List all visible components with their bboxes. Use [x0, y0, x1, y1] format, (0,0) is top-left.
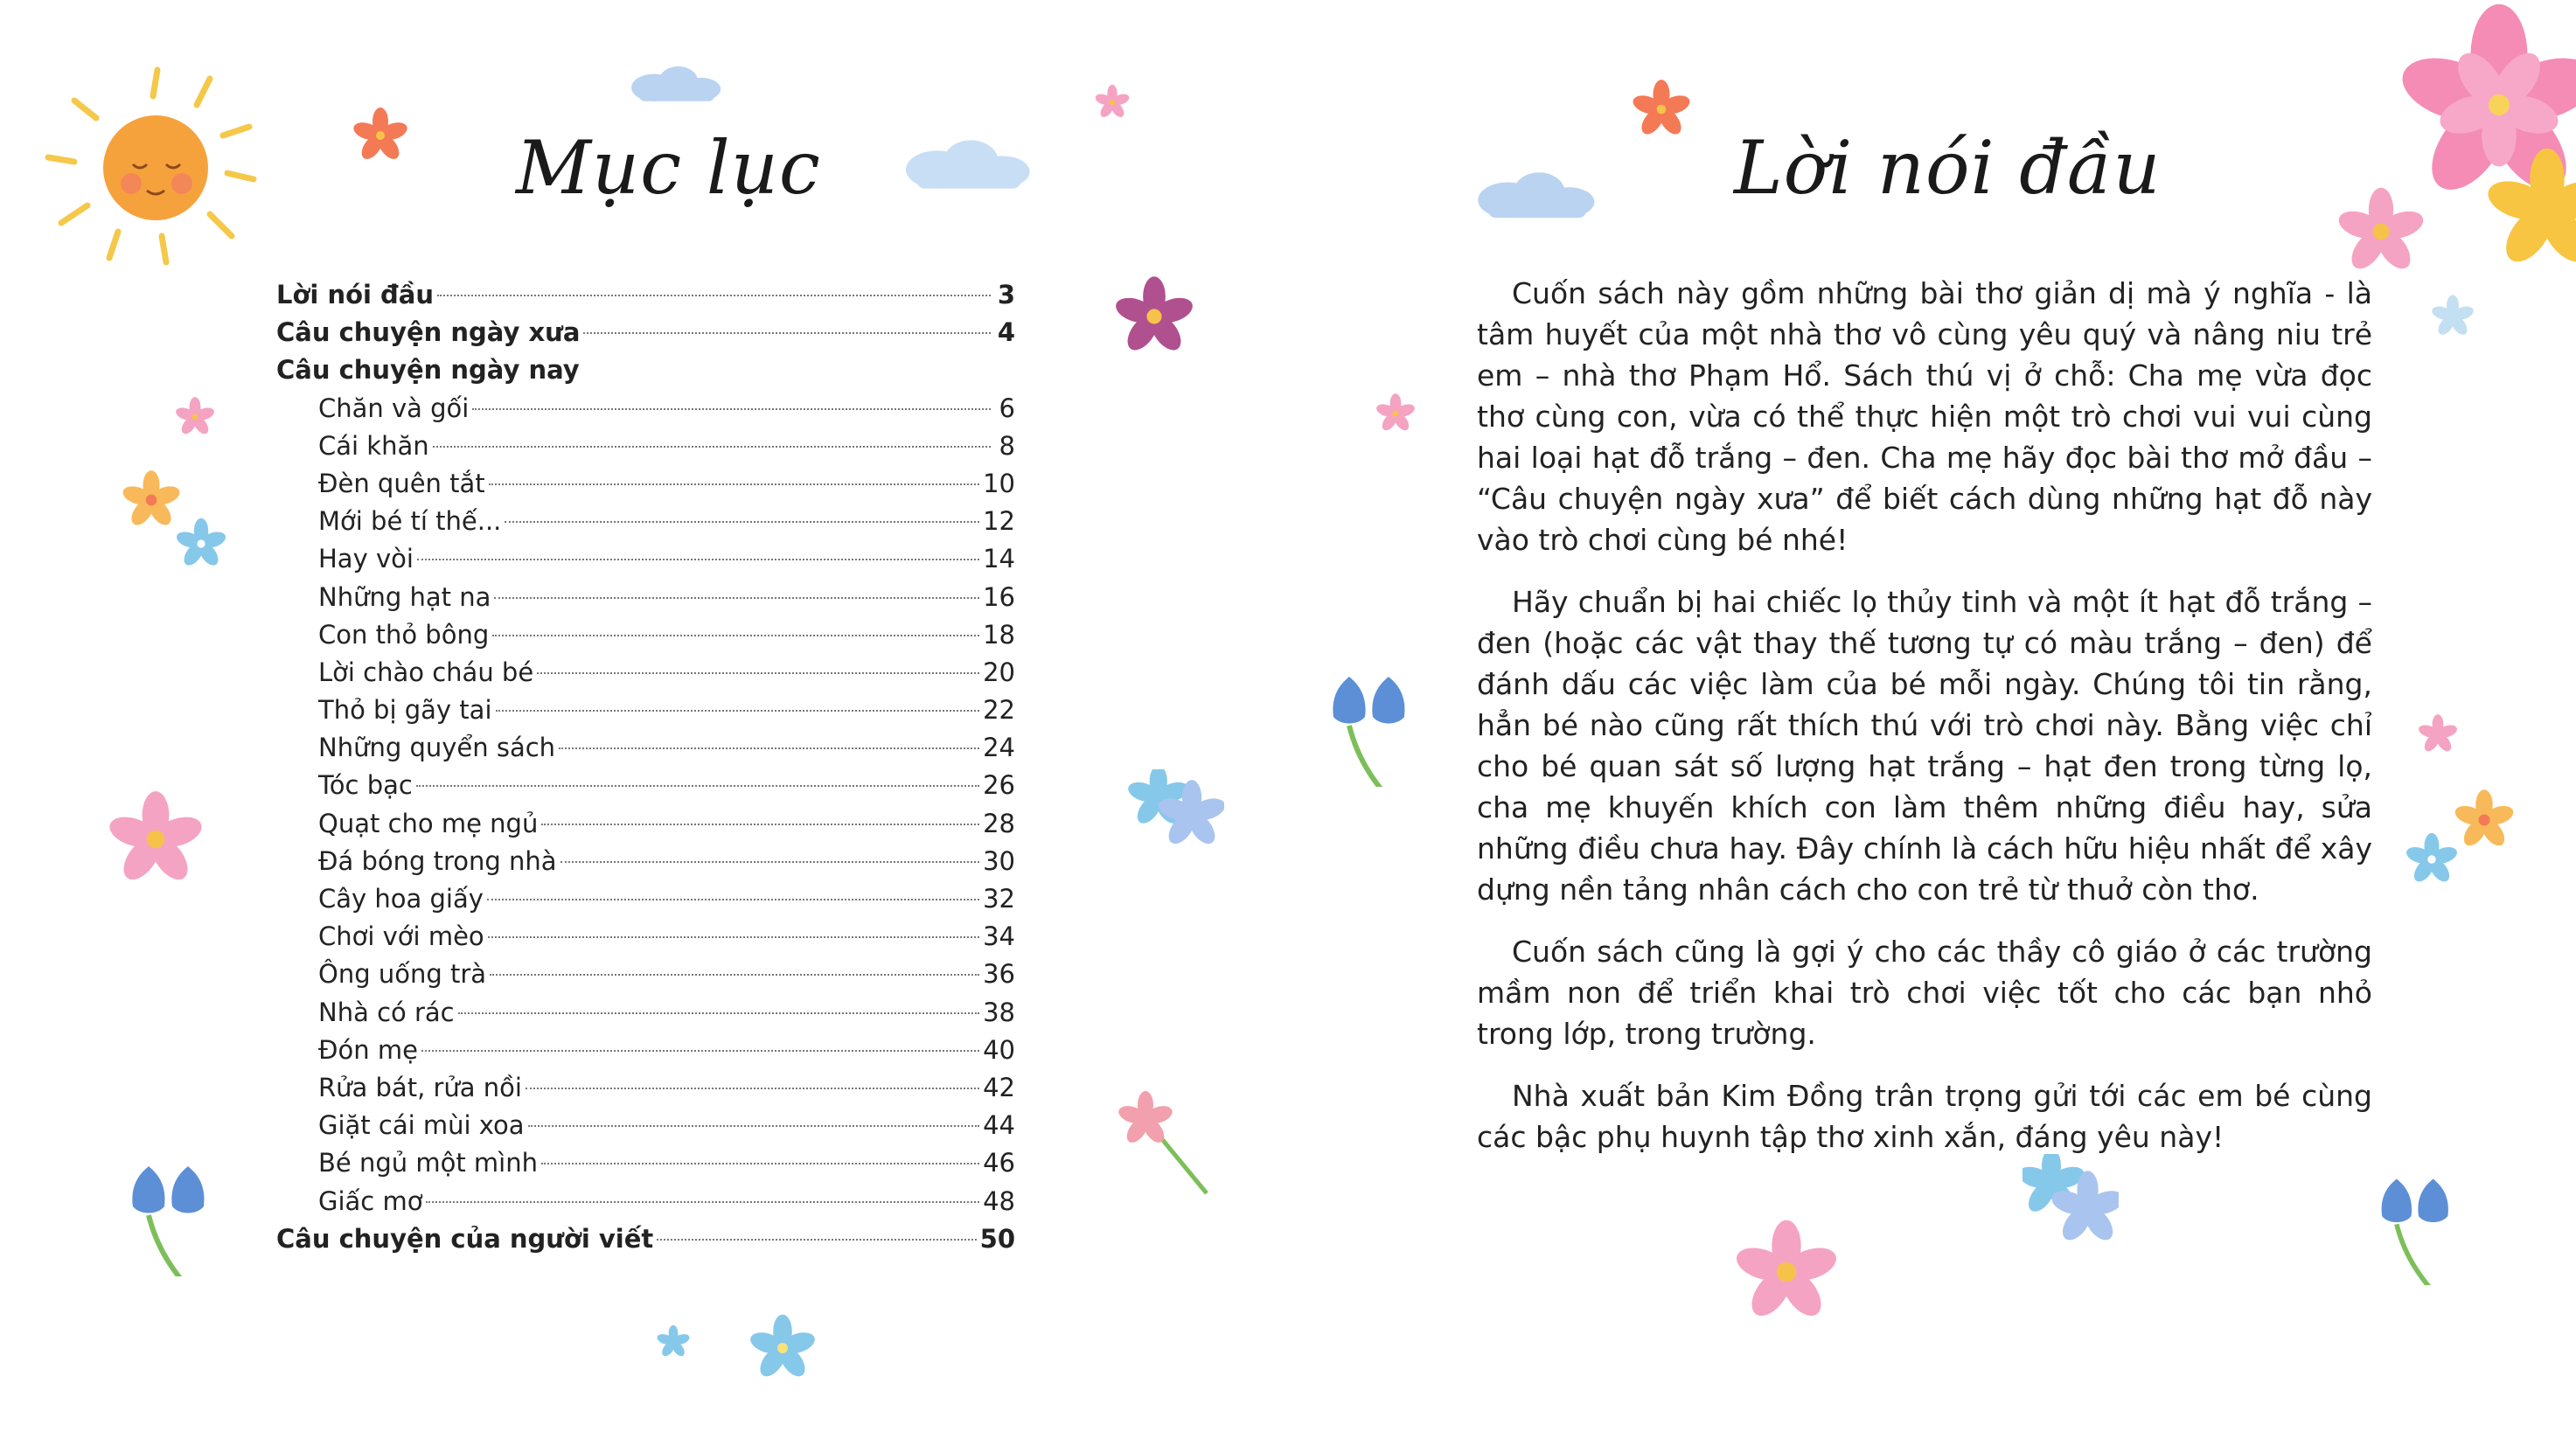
sun-icon [35, 61, 271, 271]
toc-entry [276, 579, 1015, 616]
preface-title: Lời nói đầu [1734, 125, 2162, 211]
toc-entry-page: 3 [997, 280, 1015, 309]
toc-entry [276, 314, 1015, 351]
toc-leader-dots [526, 1087, 979, 1089]
toc-entry-page: 20 [983, 657, 1015, 687]
toc-leader-dots [560, 860, 980, 863]
toc-entry-label: Giặt cái mùi xoa [318, 1110, 525, 1141]
yellow-flower-icon [2451, 787, 2517, 853]
toc-entry [276, 1107, 1015, 1144]
toc-entry-page: 38 [983, 997, 1015, 1027]
toc-entry [276, 654, 1015, 692]
pink-flower-icon [2333, 184, 2429, 280]
toc-entry [276, 390, 1015, 428]
toc-leader-dots [472, 407, 991, 410]
toc-entry-page: 6 [999, 393, 1015, 423]
toc-entry-label: Mới bé tí thế... [318, 506, 502, 537]
toc-entry [276, 1032, 1015, 1069]
toc-entry-label: Đón mẹ [318, 1034, 418, 1065]
toc-leader-dots [492, 634, 979, 636]
toc-entry-page: 28 [983, 808, 1015, 838]
toc-entry [276, 767, 1015, 804]
toc-entry-label: Câu chuyện của người viết [276, 1223, 654, 1254]
toc-entry-label: Lời nói đầu [276, 280, 435, 309]
toc-leader-dots [496, 709, 980, 712]
toc-entry-page: 8 [999, 430, 1015, 461]
toc-entry-label: Nhà có rác [318, 997, 455, 1027]
toc-entry-label: Con thỏ bông [318, 619, 490, 650]
blue-flowers-icon [651, 1303, 835, 1390]
toc-entry-label: Cây hoa giấy [318, 884, 484, 914]
toc-entry-page: 48 [983, 1185, 1015, 1216]
toc-entry-page: 16 [983, 581, 1015, 612]
toc-entry-label: Quạt cho mẹ ngủ [318, 808, 539, 838]
cloud-icon [631, 63, 722, 108]
toc-entry-label: Đèn quên tắt [318, 468, 485, 498]
pink-flower-icon [1730, 1215, 1843, 1329]
toc-entry-label: Tóc bạc [318, 770, 413, 801]
blue-flower-icon [173, 516, 229, 572]
toc-leader-dots [559, 747, 979, 749]
toc-leader-dots [458, 1011, 979, 1014]
toc-entry-label: Chăn và gối [318, 393, 470, 423]
toc-entry [276, 843, 1015, 880]
toc-entry-page: 46 [983, 1148, 1015, 1178]
pink-flower-icon [1374, 392, 1417, 435]
toc-leader-dots [505, 520, 979, 523]
toc-entry-label: Lời chào cháu bé [318, 657, 534, 687]
blue-tulip-icon [122, 1163, 245, 1276]
table-of-contents [276, 276, 1015, 1258]
toc-leader-dots [657, 1238, 976, 1241]
purple-flower-icon [1110, 273, 1198, 360]
preface-paragraph: Cuốn sách này gồm những bài thơ giản dị mà ý nghĩa - là tâm huyết của một nhà thơ vô cùng yêu quý và nâng niu trẻ em – nhà thơ Phạm Hổ. Sách thú vị ở chỗ: Cha mẹ vừa đọc thơ cùng con, vừa có thể thực hiện một trò chơi vui vui cùng hai loại hạt đỗ trắng – đen. Cha mẹ hãy đọc bài thơ mở đầu – “Câu chuyện ngày xưa” để biết cách dùng những hạt đỗ này vào trò chơi cùng bé nhé! [1477, 276, 2372, 557]
toc-entry-page: 14 [983, 544, 1015, 574]
toc-leader-dots [583, 331, 991, 334]
orange-flower-icon [350, 105, 411, 166]
pink-flower-icon [173, 395, 217, 439]
pink-lily-icon [1110, 1084, 1215, 1198]
preface-paragraph: Hãy chuẩn bị hai chiếc lọ thủy tinh và một ít hạt đỗ trắng – đen (hoặc các vật thay thế tương tự có màu trắng – đen) để đánh dấu các việc làm của bé mỗi ngày. Chúng tôi tin rằng, hẳn bé nào cũng rất thích thú với trò chơi này. Bằng việc chỉ cho bé quan sát số lượng hạt trắng – hạt đen trong từng lọ, cha mẹ khuyến khích con làm thêm những điều hay, sửa những điều chưa hay. Đây chính là cách hữu hiệu nhất để xây dựng nền tảng nhân cách cho con trẻ từ thuở còn thơ. [1477, 585, 2372, 907]
toc-entry [276, 880, 1015, 918]
toc-leader-dots [537, 671, 979, 674]
toc-leader-dots [426, 1200, 979, 1203]
blue-flowers-icon [1128, 769, 1224, 848]
toc-entry-page: 36 [983, 959, 1015, 990]
cloud-icon [905, 138, 1033, 196]
pink-flower-icon [1093, 83, 1131, 122]
toc-leader-dots [494, 596, 979, 599]
toc-entry-page: 42 [983, 1072, 1015, 1102]
preface-paragraph: Cuốn sách cũng là gợi ý cho các thầy cô giáo ở các trường mầm non để triển khai trò chơi việc tốt cho các bạn nhỏ trong lớp, trong trường. [1477, 935, 2372, 1051]
toc-entry [276, 994, 1015, 1032]
toc-entry-page: 24 [983, 733, 1015, 763]
toc-title: Mục lục [516, 125, 821, 211]
toc-entry [276, 351, 1015, 389]
toc-entry-label: Cái khăn [318, 430, 429, 461]
toc-leader-dots [421, 1049, 979, 1052]
toc-entry [276, 956, 1015, 993]
toc-entry [276, 276, 1015, 314]
toc-entry-page: 30 [983, 845, 1015, 876]
toc-entry-page: 32 [983, 884, 1015, 914]
toc-entry-page: 34 [983, 921, 1015, 952]
toc-leader-dots [541, 823, 979, 825]
toc-entry [276, 540, 1015, 578]
toc-leader-dots [489, 483, 979, 485]
pink-flower-icon [103, 787, 208, 892]
toc-entry-page: 18 [983, 619, 1015, 650]
toc-entry [276, 465, 1015, 503]
toc-entry-label: Câu chuyện ngày nay [276, 355, 580, 386]
toc-entry-label: Ông uống trà [318, 959, 487, 990]
toc-entry-label: Hay vòi [318, 544, 414, 574]
toc-leader-dots [416, 784, 979, 787]
toc-entry-page: 50 [979, 1223, 1015, 1254]
toc-leader-dots [488, 935, 979, 938]
toc-entry [276, 729, 1015, 767]
toc-entry-label: Những hạt na [318, 581, 491, 612]
blue-flower-icon [2403, 831, 2461, 888]
toc-leader-dots [417, 558, 979, 560]
preface-page [1288, 0, 2576, 1439]
yellow-lily-icon [2477, 149, 2576, 271]
toc-entry [276, 918, 1015, 956]
cloud-icon [1476, 170, 1598, 225]
toc-leader-dots [528, 1124, 980, 1127]
toc-entry [276, 428, 1015, 465]
toc-entry-label: Chơi với mèo [318, 921, 484, 952]
toc-entry-page: 44 [983, 1110, 1015, 1141]
preface-paragraph: Nhà xuất bản Kim Đồng trân trọng gửi tới các em bé cùng các bậc phụ huynh tập thơ xinh xắn, đáng yêu này! [1477, 1079, 2372, 1154]
toc-entry-label: Thỏ bị gãy tai [318, 695, 492, 726]
toc-leader-dots [437, 294, 991, 296]
toc-entry-label: Đá bóng trong nhà [318, 845, 557, 876]
toc-entry-label: Giấc mơ [318, 1185, 423, 1216]
toc-entry-page: 40 [983, 1034, 1015, 1065]
preface-body [1477, 273, 2372, 1178]
blue-tulip-icon [2372, 1171, 2486, 1285]
toc-entry-page: 26 [983, 770, 1015, 801]
blue-tulip-icon [1323, 673, 1445, 787]
toc-entry [276, 503, 1015, 540]
toc-entry-page: 12 [983, 506, 1015, 537]
toc-leader-dots [487, 898, 979, 900]
toc-entry-page: 22 [983, 695, 1015, 726]
toc-leader-dots [433, 445, 991, 448]
toc-entry [276, 616, 1015, 654]
toc-entry-label: Rửa bát, rửa nồi [318, 1072, 522, 1102]
toc-entry-label: Những quyển sách [318, 733, 556, 763]
toc-entry [276, 1183, 1015, 1220]
toc-entry [276, 1069, 1015, 1107]
light-blue-flower-icon [2429, 293, 2476, 340]
toc-entry [276, 1144, 1015, 1182]
toc-entry-label: Bé ngủ một mình [318, 1148, 538, 1178]
toc-entry [276, 692, 1015, 729]
orange-flower-icon [1629, 77, 1694, 142]
toc-entry-page: 4 [997, 317, 1015, 348]
toc-entry-label: Câu chuyện ngày xưa [276, 317, 581, 348]
toc-entry [276, 1220, 1015, 1258]
toc-entry-page: 10 [983, 468, 1015, 498]
pink-flower-icon [2416, 713, 2460, 756]
toc-leader-dots [490, 973, 979, 976]
toc-entry [276, 805, 1015, 843]
toc-leader-dots [541, 1162, 979, 1164]
